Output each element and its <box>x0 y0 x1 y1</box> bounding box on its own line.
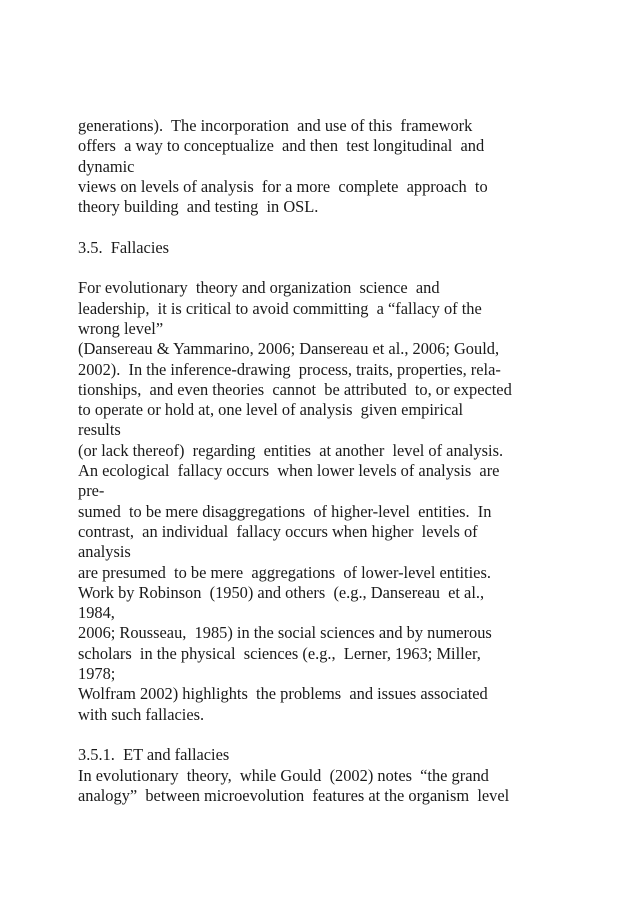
text-line: pre- <box>78 481 105 501</box>
text-line: theory building and testing in OSL. <box>78 197 319 217</box>
paragraph-gap <box>78 725 578 745</box>
text-line: views on levels of analysis for a more complete approach to <box>78 176 488 196</box>
text-line: generations). The incorporation and use of this framework <box>78 116 473 135</box>
text-line: analysis <box>78 542 131 562</box>
text-line: An ecological fallacy occurs when lower levels of analysis are <box>78 461 500 481</box>
text-line: with such fallacies. <box>78 704 205 724</box>
text-line: 2006; Rousseau, 1985) in the social sciences and by numerous <box>78 623 492 643</box>
text-line: Work by Robinson (1950) and others (e.g., Dansereau et al., <box>78 582 485 602</box>
text-line: 1984, <box>78 603 115 623</box>
text-line: scholars in the physical sciences (e.g., Lerner, 1963; Miller, <box>78 643 481 663</box>
text-line: (or lack thereof) regarding entities at another level of analysis. <box>78 440 504 460</box>
text-line: wrong level” <box>78 318 164 338</box>
text-line: results <box>78 420 121 440</box>
text-line: (Dansereau & Yammarino, 2006; Dansereau et al., 2006; Gould, <box>78 339 500 359</box>
document-body <box>78 116 578 806</box>
text-line: leadership, it is critical to avoid committing a “fallacy of the <box>78 298 482 318</box>
text-line: For evolutionary theory and organization science and <box>78 278 440 298</box>
text-line: analogy” between microevolution features at the organism level <box>78 785 510 805</box>
text-line: are presumed to be mere aggregations of lower-level entities. <box>78 562 491 582</box>
section-heading: 3.5. Fallacies <box>78 237 170 257</box>
text-line: sumed to be mere disaggregations of higher-level entities. In <box>78 501 492 521</box>
text-line: to operate or hold at, one level of analysis given empirical <box>78 400 464 420</box>
text-line: tionships, and even theories cannot be attributed to, or expected <box>78 379 512 399</box>
section-heading: 3.5.1. ET and fallacies <box>78 745 230 765</box>
text-line: In evolutionary theory, while Gould (2002) notes “the grand <box>78 765 489 785</box>
text-line: dynamic <box>78 156 135 176</box>
text-line: Wolfram 2002) highlights the problems and issues associated <box>78 684 488 704</box>
paragraph-gap <box>78 258 578 278</box>
text-line: contrast, an individual fallacy occurs when higher levels of <box>78 521 478 541</box>
text-line: 2002). In the inference-drawing process, traits, properties, rela- <box>78 359 501 379</box>
text-line: 1978; <box>78 664 116 684</box>
text-line: offers a way to conceptualize and then test longitudinal and <box>78 136 485 156</box>
paragraph-gap <box>78 217 578 237</box>
